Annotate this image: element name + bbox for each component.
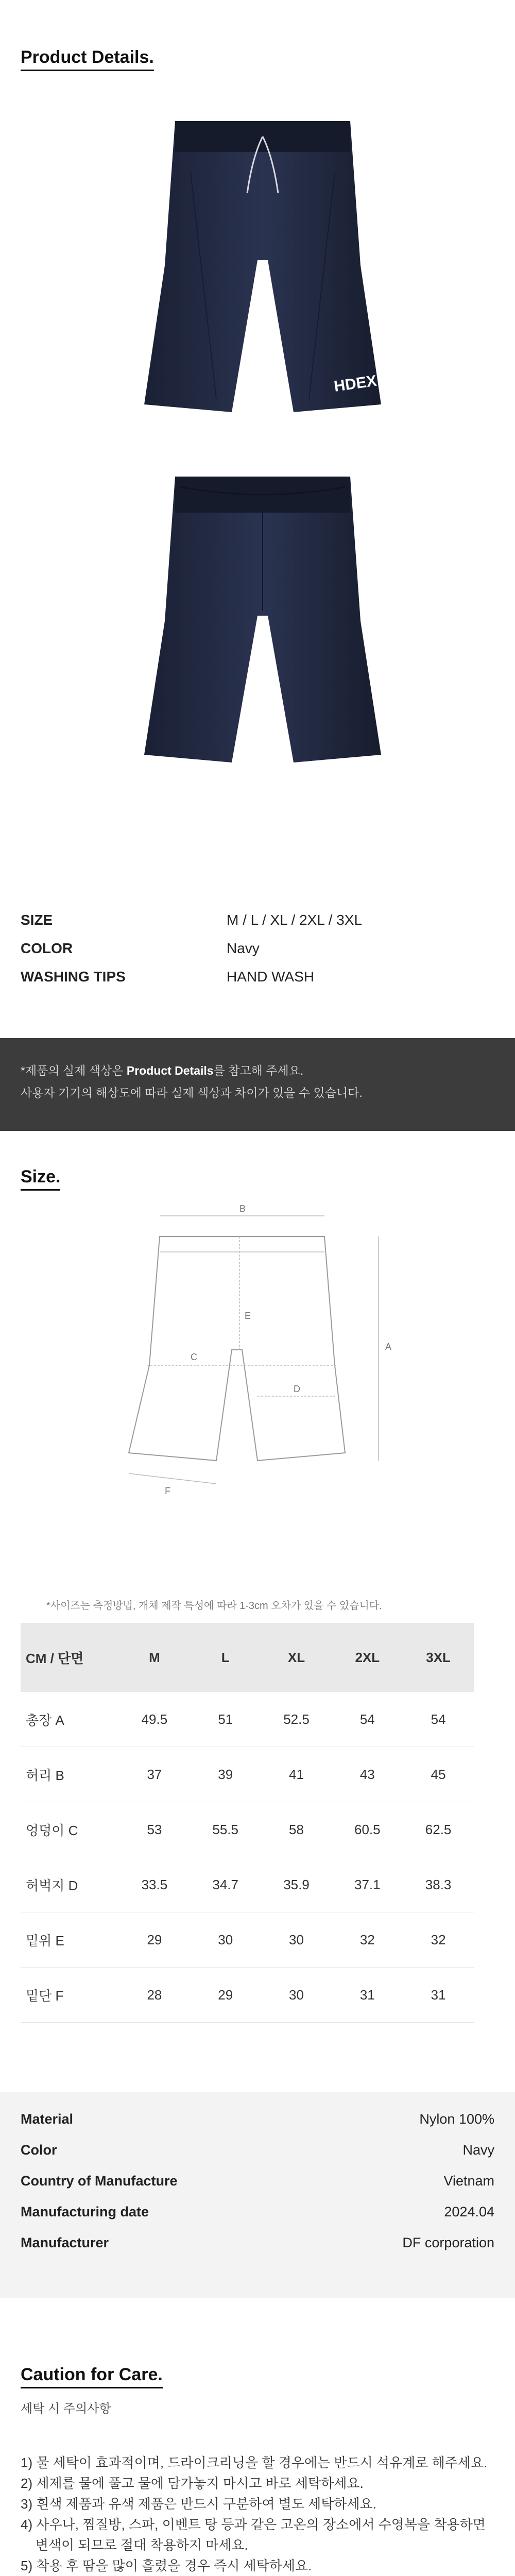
table-row — [21, 1802, 474, 1857]
spec-key: COLOR — [21, 940, 73, 956]
table-cell: 39 — [218, 1766, 233, 1782]
table-cell: 37.1 — [354, 1876, 381, 1892]
table-cell: 54 — [359, 1711, 375, 1727]
shorts-front-image — [139, 111, 386, 430]
material-value: Navy — [462, 2142, 494, 2158]
table-cell: 55.5 — [212, 1821, 238, 1837]
table-row — [21, 1747, 474, 1802]
material-key: Material — [21, 2111, 74, 2127]
care-line: 변색이 되므로 절대 착용하지 마세요. — [21, 2537, 248, 2553]
spec-value: M / L / XL / 2XL / 3XL — [227, 912, 363, 928]
diagram-label-b: B — [239, 1204, 246, 1214]
header-cell: L — [190, 1623, 261, 1692]
diagram-label-a: A — [385, 1342, 392, 1352]
table-cell: 31 — [431, 1987, 446, 2003]
care-line: 1) 물 세탁이 효과적이며, 드라이크리닝을 할 경우에는 반드시 석유계로 해주세요. — [21, 2455, 488, 2470]
table-cell: 60.5 — [354, 1821, 381, 1837]
table-cell: 30 — [289, 1931, 304, 1947]
header-cell: CM / 단면 — [21, 1623, 119, 1692]
table-cell: 29 — [218, 1987, 233, 2003]
material-key: Manufacturer — [21, 2235, 109, 2250]
row-label: 허리 B — [26, 1767, 64, 1783]
table-row — [21, 1857, 474, 1912]
table-cell: 45 — [431, 1766, 446, 1782]
header-cell: XL — [261, 1623, 332, 1692]
row-label: 엉덩이 C — [26, 1822, 78, 1838]
table-cell: 32 — [431, 1931, 446, 1947]
diagram-label-e: E — [245, 1311, 251, 1321]
diagram-label-f: F — [165, 1486, 170, 1496]
care-line: 2) 세제를 물에 풀고 물에 담가놓지 마시고 바로 세탁하세요. — [21, 2476, 364, 2491]
spec-key: WASHING TIPS — [21, 969, 126, 985]
table-cell: 30 — [218, 1931, 233, 1947]
table-cell: 53 — [147, 1821, 162, 1837]
header-cell: 3XL — [403, 1623, 474, 1692]
material-value: Nylon 100% — [419, 2111, 494, 2127]
care-subtitle: 세탁 시 주의사항 — [21, 2402, 111, 2416]
header-cell: 2XL — [332, 1623, 403, 1692]
table-cell: 29 — [147, 1931, 162, 1947]
table-cell: 32 — [359, 1931, 375, 1947]
table-cell: 43 — [359, 1766, 375, 1782]
table-row — [21, 1692, 474, 1747]
table-cell: 54 — [431, 1711, 446, 1727]
table-row — [21, 1912, 474, 1968]
row-label: 허벅지 D — [26, 1877, 78, 1893]
table-cell: 41 — [289, 1766, 304, 1782]
notice-prefix: *제품의 실제 색상은 — [21, 1064, 127, 1077]
care-heading — [21, 2365, 163, 2388]
table-cell: 33.5 — [141, 1876, 168, 1892]
diagram-label-c: C — [191, 1352, 197, 1362]
spec-value: HAND WASH — [227, 969, 315, 985]
table-cell: 37 — [147, 1766, 162, 1782]
material-value: 2024.04 — [444, 2204, 494, 2219]
size-table — [21, 1623, 474, 2023]
spec-key: SIZE — [21, 912, 53, 928]
care-title: Caution for Care. — [21, 2365, 163, 2388]
row-label: 밑위 E — [26, 1933, 64, 1948]
size-diagram — [103, 1195, 422, 1504]
care-line: 3) 흰색 제품과 유색 제품은 반드시 구분하여 별도 세탁하세요. — [21, 2496, 376, 2512]
table-cell: 62.5 — [425, 1821, 452, 1837]
material-value: Vietnam — [443, 2173, 494, 2189]
size-table-header — [21, 1623, 474, 1692]
size-heading — [21, 1167, 60, 1191]
material-section — [0, 2092, 515, 2298]
notice-suffix: 를 참고해 주세요. — [213, 1064, 304, 1077]
table-cell: 52.5 — [283, 1711, 310, 1727]
color-notice-band — [0, 1038, 515, 1131]
color-notice-line2: 사용자 기기의 해상도에 따라 실제 색상과 차이가 있을 수 있습니다. — [21, 1086, 363, 1099]
table-cell: 58 — [289, 1821, 304, 1837]
material-value: DF corporation — [402, 2235, 494, 2250]
diagram-label-d: D — [294, 1384, 300, 1394]
notice-bold: Product Details — [126, 1064, 214, 1077]
table-cell: 38.3 — [425, 1876, 452, 1892]
table-cell: 49.5 — [141, 1711, 168, 1727]
size-note: *사이즈는 측정방법, 개체 제작 특성에 따라 1-3cm 오차가 있을 수 있습니다. — [46, 1600, 382, 1612]
table-cell: 51 — [218, 1711, 233, 1727]
shorts-back-image — [139, 466, 386, 786]
table-cell: 30 — [289, 1987, 304, 2003]
table-cell: 31 — [359, 1987, 375, 2003]
row-label: 밑단 F — [26, 1988, 64, 2004]
table-cell: 35.9 — [283, 1876, 310, 1892]
material-key: Country of Manufacture — [21, 2173, 178, 2189]
brand-logo: HDEX — [333, 372, 378, 395]
row-label: 총장 A — [26, 1712, 64, 1728]
table-row — [21, 1968, 474, 2023]
spec-value: Navy — [227, 940, 260, 956]
product-details-heading — [21, 47, 154, 71]
care-line: 5) 착용 후 땀을 많이 흘렸을 경우 즉시 세탁하세요. — [21, 2558, 312, 2573]
product-details-title: Product Details. — [21, 47, 154, 71]
header-cell: M — [119, 1623, 190, 1692]
material-key: Color — [21, 2142, 57, 2158]
material-key: Manufacturing date — [21, 2204, 149, 2219]
size-title: Size. — [21, 1167, 60, 1191]
care-line: 4) 사우나, 찜질방, 스파, 이벤트 탕 등과 같은 고온의 장소에서 수영복을 착용하면 — [21, 2517, 486, 2532]
table-cell: 28 — [147, 1987, 162, 2003]
color-notice-line1 — [21, 1061, 303, 1078]
table-cell: 34.7 — [212, 1876, 238, 1892]
